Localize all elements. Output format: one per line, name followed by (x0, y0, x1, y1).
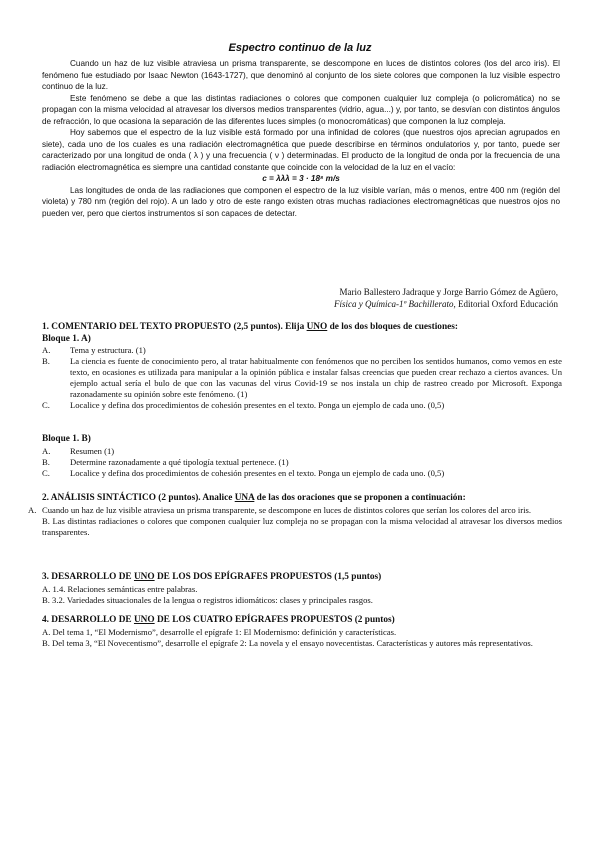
sentence-a (28, 505, 562, 516)
paragraph-4: Las longitudes de onda de las radiaciones que componen el espectro de la luz visible varían, más o menos, entre 400 nm (región del violeta) y 780 nm (región del rojo). A un lado y otro de este rango existen otras muchas radiaciones electromagnéticas que nuestros ojos no pueden ver, pero que ciertos instrumentos sí son capaces de detectar. (42, 185, 560, 218)
attribution (334, 286, 558, 310)
sentence-b: B. Las distintas radiaciones o colores que componen cualquier luz compleja no se propagan con la misma velocidad al atravesar los diversos medios transparentes. (42, 515, 562, 537)
section-2-heading (42, 493, 562, 505)
sentence-text: Cuando un haz de luz visible atraviesa un prisma transparente, se descompone en luces de distintos colores que serían los colores del arco iris. (42, 504, 531, 515)
light-speed-formula: c = λλλ = 3 · 18⁸ m/s (262, 174, 340, 183)
question-label: C. (42, 400, 50, 410)
question-label: B. (42, 456, 50, 467)
block-1a-heading: Bloque 1. A) (42, 333, 91, 344)
question-1a-a (42, 345, 562, 356)
source-text (42, 58, 560, 219)
sentence-label: A. (28, 504, 37, 515)
question-text: Tema y estructura. (1) (70, 345, 146, 355)
block-1b-heading: Bloque 1. B) (42, 434, 91, 444)
attribution-source (334, 298, 558, 310)
section-1-comentario (42, 322, 562, 411)
section-3-desarrollo (42, 572, 562, 606)
epigraph-3a: A. 1.4. Relaciones semánticas entre palabras. (42, 583, 198, 594)
question-label: A. (42, 345, 51, 355)
question-text: Localice y defina dos procedimientos de cohesión presentes en el texto. Ponga un ejemplo de cada uno. (0,5) (70, 467, 445, 478)
epigraph-4a: A. Del tema 1, “El Modernismo”, desarrolle el epígrafe 1: El Modernismo: definición y características. (42, 626, 397, 637)
section-3-heading-start: 3. DESARROLLO DE (42, 572, 134, 582)
section-2-heading-start: 2. ANÁLISIS SINTÁCTICO (2 puntos). Analice (42, 493, 235, 503)
question-text: Determine razonadamente a qué tipología textual pertenece. (1) (70, 456, 289, 467)
question-text: Resumen (1) (70, 445, 115, 456)
section-1-heading-start: 1. COMENTARIO DEL TEXTO PROPUESTO (2,5 puntos). Elija (42, 322, 307, 332)
question-label: C. (42, 467, 50, 478)
question-1a-c (42, 400, 562, 411)
section-1-heading-end: de los dos bloques de cuestiones: (327, 322, 458, 332)
section-4-heading-emphasis: UNO (133, 615, 155, 625)
text-title: Espectro continuo de la luz (228, 42, 372, 54)
epigraph-4b: B. Del tema 3, “El Novecentismo”, desarrolle el epígrafe 2: La novela y el ensayo novecentistas. Características y autores más representativos. (42, 637, 533, 648)
section-4-heading-end: DE LOS CUATRO EPÍGRAFES PROPUESTOS (2 puntos) (154, 615, 395, 625)
question-text: Localice y defina dos procedimientos de cohesión presentes en el texto. Ponga un ejemplo de cada uno. (0,5) (70, 400, 445, 410)
publisher: , Editorial Oxford Educación (453, 299, 558, 309)
section-2-heading-emphasis: UNA (234, 493, 255, 503)
book-title: Física y Química-1º Bachillerato (334, 299, 454, 309)
section-2-heading-end: de las dos oraciones que se proponen a continuación: (254, 493, 466, 503)
question-1b-a (42, 446, 562, 457)
section-4-heading (42, 615, 562, 627)
question-text: La ciencia es fuente de conocimiento pero, al tratar habitualmente con fenómenos que no perciben los sentidos humanos, como vemos en este texto, en ocasiones es utilizada para manipular a la opinión pública e instalar falsas creencias que pueden crear rechazo a ciertos avances. Un ejemplo actual sería el bulo de que con las vacunas del virus Covid-19 se nos instala un chip de rastreo creado por Microsoft. Exponga razonadamente su opinión sobre este fenómeno. (1) (70, 356, 562, 399)
epigraph-3b: B. 3.2. Variedades situacionales de la lengua o registros idiomáticos: clases y principales rasgos. (42, 594, 373, 605)
section-1-heading-emphasis: UNO (306, 322, 328, 332)
paragraph-3: Hoy sabemos que el espectro de la luz visible está formado por una infinidad de colores (que nuestros ojos aprecian agrupados en siete), cada uno de los cuales es una radiación electromagnética que puede describirse en términos ondulatorios y, por tanto, puede ser caracterizado por una longitud de onda ( λ ) y una frecuencia ( ν ) determinadas. El producto de la longitud de onda por la frecuencia de una radiación electromagnética es siempre una cantidad constante que coincide con la velocidad de la luz en el vacío: (42, 128, 560, 172)
question-1b-b (42, 457, 562, 468)
section-4-desarrollo (42, 615, 562, 649)
section-3-heading-emphasis: UNO (133, 572, 155, 582)
question-1a-b (42, 356, 562, 400)
attribution-authors: Mario Ballestero Jadraque y Jorge Barrio Gómez de Agüero, (339, 287, 558, 297)
section-3-heading (42, 572, 562, 584)
section-3-heading-end: DE LOS DOS EPÍGRAFES PROPUESTOS (1,5 puntos) (154, 572, 382, 582)
paragraph-1: Cuando un haz de luz visible atraviesa un prisma transparente, se descompone en luces de distintos colores (los del arco iris). El fenómeno fue estudiado por Isaac Newton (1643-1727), que denominó al conjunto de los siete colores que componen la luz visible espectro continuo de la luz. (42, 59, 560, 91)
question-label: B. (42, 356, 50, 366)
section-1-heading (42, 322, 562, 334)
question-1b-c (42, 468, 562, 479)
section-1-block-b (42, 434, 562, 479)
section-4-heading-start: 4. DESARROLLO DE (42, 615, 134, 625)
question-label: A. (42, 445, 51, 456)
paragraph-2: Este fenómeno se debe a que las distintas radiaciones o colores que componen cualquier luz compleja (o policromática) no se propagan con la misma velocidad al atravesar los diversos medios transparentes (vidrio, agua...) y, por tanto, se desvían con distintos ángulos de refracción, lo que ocasiona la separación de las diferentes luces simples (o monocromáticas) que componen la luz compleja. (42, 93, 560, 126)
section-2-analisis (28, 493, 562, 538)
